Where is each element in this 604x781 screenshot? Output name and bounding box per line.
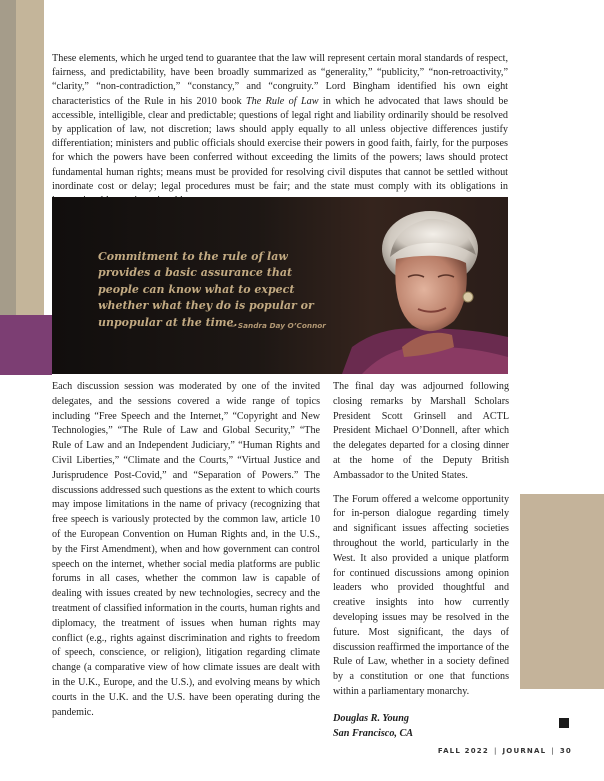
page-number: 30: [559, 747, 572, 755]
page-footer: [400, 747, 572, 755]
pull-quote: Commitment to the rule of law provides a basic assurance that people can know what to expect whether what they do is popular or unpopular at the time.: [98, 250, 314, 329]
decorative-gray-band: [0, 0, 16, 320]
left-column-text: Each discussion session was moderated by one of the invited delegates, and the sessions covered a wide range of topics including “Free Speech and the Internet,” “Copyright and New Technologies,” “The Rule of Law and Global Security,” “The Rule of Law and an Independent Judiciary,” “Human Rights and Civil Liberties,” “Climate and the Courts,” “Virtual Justice and Jurisprudence Post-Covid,” and “Separation of Powers.” The discussions addressed such questions as the extent to which courts may impose limitations in the name of privacy (recognizing that free speech is variously protected by the common law, article 10 of the European Convention on Human Rights and, in the U.S., by the First Amendment), when and how government can control speech on the internet, whether social media platforms are public forums in all cases, whether the common law is capable of dealing with issues created by new technologies, secrecy and the treatment of classified information in the courts, human rights and diplomacy, the treatment of issues when human rights may conflict (e.g., rights against discrimination and rights to freedom of speech, conscience, or religion), litigation regarding climate change (a comparative view of how climate issues are dealt with in the U.K., Europe, and the U.S.), and evolving means by which courts in the U.K. and the U.S. have been operating during the pandemic.: [52, 381, 320, 718]
author-name: Douglas R. Young: [333, 712, 409, 724]
closing-paragraph: The final day was adjourned following closing remarks by Marshall Scholars President Scott Grinsell and ACTL President Michael O’Donnell, after which the delegates departed for a closing dinner at the home of the Deputy British Ambassador to the United States.: [333, 381, 509, 481]
forum-summary-paragraph: The Forum offered a welcome opportunity for in-person dialogue regarding timely and significant issues affecting societies throughout the world, particularly in the West. It also provided a unique platform for continued discussions among opinion leaders who provided thoughtful and creative insights into how currently developing issues may be resolved in the future. Most significant, the days of discussion reaffirmed the importance of the Rule of Law, whether in a society defined by a constitution or one that functions within a parliamentary monarchy.: [333, 493, 509, 697]
intro-text-start: These elements, which he urged tend to guarantee that the law will represent certain moral standards of respect, fairness, and predictability, have been broadly summarized as “generality,” “publicity,” “non-retroactivity,” “clarity,” “non-contradiction,” “constancy,” and “congruity.” Lord Bingham identified his own eight characteristics of the Rule in his 2010 book: [52, 53, 508, 107]
end-of-article-mark: [559, 718, 569, 728]
intro-paragraph: [52, 52, 508, 208]
decorative-purple-block: [0, 315, 52, 375]
right-column: [333, 380, 509, 741]
quote-photo-banner: [52, 197, 508, 374]
book-title: The Rule of Law: [245, 95, 319, 107]
author-location: San Francisco, CA: [333, 727, 414, 739]
footer-divider: |: [493, 747, 498, 755]
author-signature: [333, 711, 509, 741]
footer-publication: JOURNAL: [502, 747, 547, 755]
footer-divider: |: [551, 747, 555, 755]
intro-text-end: in which he advocated that laws should be accessible, intelligible, clear and predictable; questions of legal right and liability ordinarily should be resolved by application of law, not discretion; laws should apply equally to all unless objective differences justify differentiation; ministers and public officials should exercise their powers in good faith, fairly, for the purposes for which the powers have been conferred without exceeding the limits of the powers; laws should protect fundamental human rights; means must be provided for resolving civil disputes that cannot be settled without inordinate cost or delay; legal procedures must be fair; and the state must comply with its obligations in: [52, 95, 508, 192]
decorative-tan-block: [520, 494, 604, 689]
portrait-image: [342, 197, 508, 374]
quote-attribution: — Sandra Day O’Connor: [228, 321, 326, 330]
footer-season: FALL 2022: [437, 747, 489, 755]
